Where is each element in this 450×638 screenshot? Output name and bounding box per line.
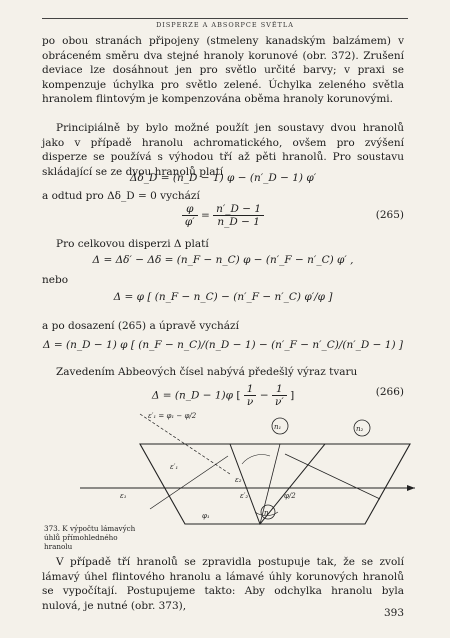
- equation-265: $\frac{\varphi}{\varphi'}$ = $\frac{n'\_D - 1}{n\_D - 1}$: [42, 203, 404, 228]
- text-abbe: Zavedením Abbeových čísel nabývá předešlý výraz tvaru: [56, 366, 358, 378]
- label-top-formula: ε′₁ = φ₁ − φ/2: [148, 412, 197, 420]
- text-dosazeni: a po dosazení (265) a úpravě vychází: [42, 320, 239, 332]
- equation-factored: Δ = φ [ (n_F − n_C) − (n′_F − n′_C) φ′/φ ]: [113, 291, 333, 303]
- running-head: DISPERZE A ABSORPCE SVĚTLA: [156, 21, 294, 29]
- paragraph-1: po obou stranách připojeny (stmeleny kanadským balzámem) v obráceném směru dva stejné hranoly korunové (obr. 372). Zrušení deviace lze dosáhnout jen pro světlo určité barvy; v praxi se kompenzuje úchylka pro světlo zelené. Úchylka zeleného světla hranolem flintovým je kompenzována oběma hranoly korunovými.: [42, 35, 404, 106]
- label-eps1-prime: ε′₁: [170, 463, 179, 471]
- prism-diagram: [80, 394, 420, 544]
- figure-caption: 373. K výpočtu lámavých úhlů přímohledného hranolu: [44, 524, 136, 551]
- eq265-rhs: $\frac{n'\_D - 1}{n\_D - 1}$: [213, 203, 264, 228]
- label-n2: n₂: [356, 425, 364, 433]
- equation-266: Δ = (n_D − 1)φ [ $\frac{1}{\nu}$ − $\frac{1}{\nu'}$ ]: [151, 383, 295, 408]
- equation-substituted: Δ = (n_D − 1) φ [ (n_F − n_C)/(n_D − 1) − (n′_F − n′_C)/(n′_D − 1) ]: [42, 339, 403, 351]
- ray-line-2: [285, 454, 380, 499]
- axis-arrow-icon: [407, 485, 415, 491]
- equation-number-265: (265): [375, 209, 404, 221]
- label-phi1: φ₁: [202, 512, 210, 520]
- eq265-lhs: $\frac{\varphi}{\varphi'}$: [182, 203, 198, 228]
- label-phi-half: φ/2: [284, 492, 296, 500]
- label-eps2-prime: ε′₂: [240, 492, 249, 500]
- label-n: n: [264, 509, 269, 517]
- label-eps1: ε₁: [120, 492, 127, 500]
- text-nebo: nebo: [42, 274, 69, 286]
- equation-number-266: (266): [375, 386, 404, 398]
- equation-total-dispersion: Δ = Δδ′ − Δδ = (n_F − n_C) φ − (n′_F − n′_C) φ′ ,: [92, 254, 354, 266]
- label-n1: n₁: [274, 423, 282, 431]
- paragraph-3: V případě tří hranolů se zpravidla postupuje tak, že se zvolí lámavý úhel flintového hranolu a lámavé úhly korunových hranolů se vypočítají. Postupujeme takto: Aby odchylka hranolu byla nulová, je nutné (obr. 373),: [42, 556, 404, 612]
- paragraph-2: Principiálně by bylo možné použít jen soustavy dvou hranolů jako v případě hranolu achromatického, ovšem pro zvýšení disperze se používá s výhodou tří až pěti hranolů. Pro soustavu skládající se ze dvou hranolů platí: [42, 122, 404, 178]
- angle-arc: [242, 455, 270, 464]
- label-eps2: ε₂: [235, 476, 242, 484]
- text-odtud: a odtud pro Δδ_D = 0 vychází: [42, 190, 200, 202]
- page-number: 393: [383, 607, 404, 619]
- equation-delta-d: Δδ_D = (n_D − 1) φ − (n′_D − 1) φ′: [129, 172, 317, 184]
- header-rule: [42, 18, 408, 19]
- text-celkovou: Pro celkovou disperzi Δ platí: [56, 238, 209, 250]
